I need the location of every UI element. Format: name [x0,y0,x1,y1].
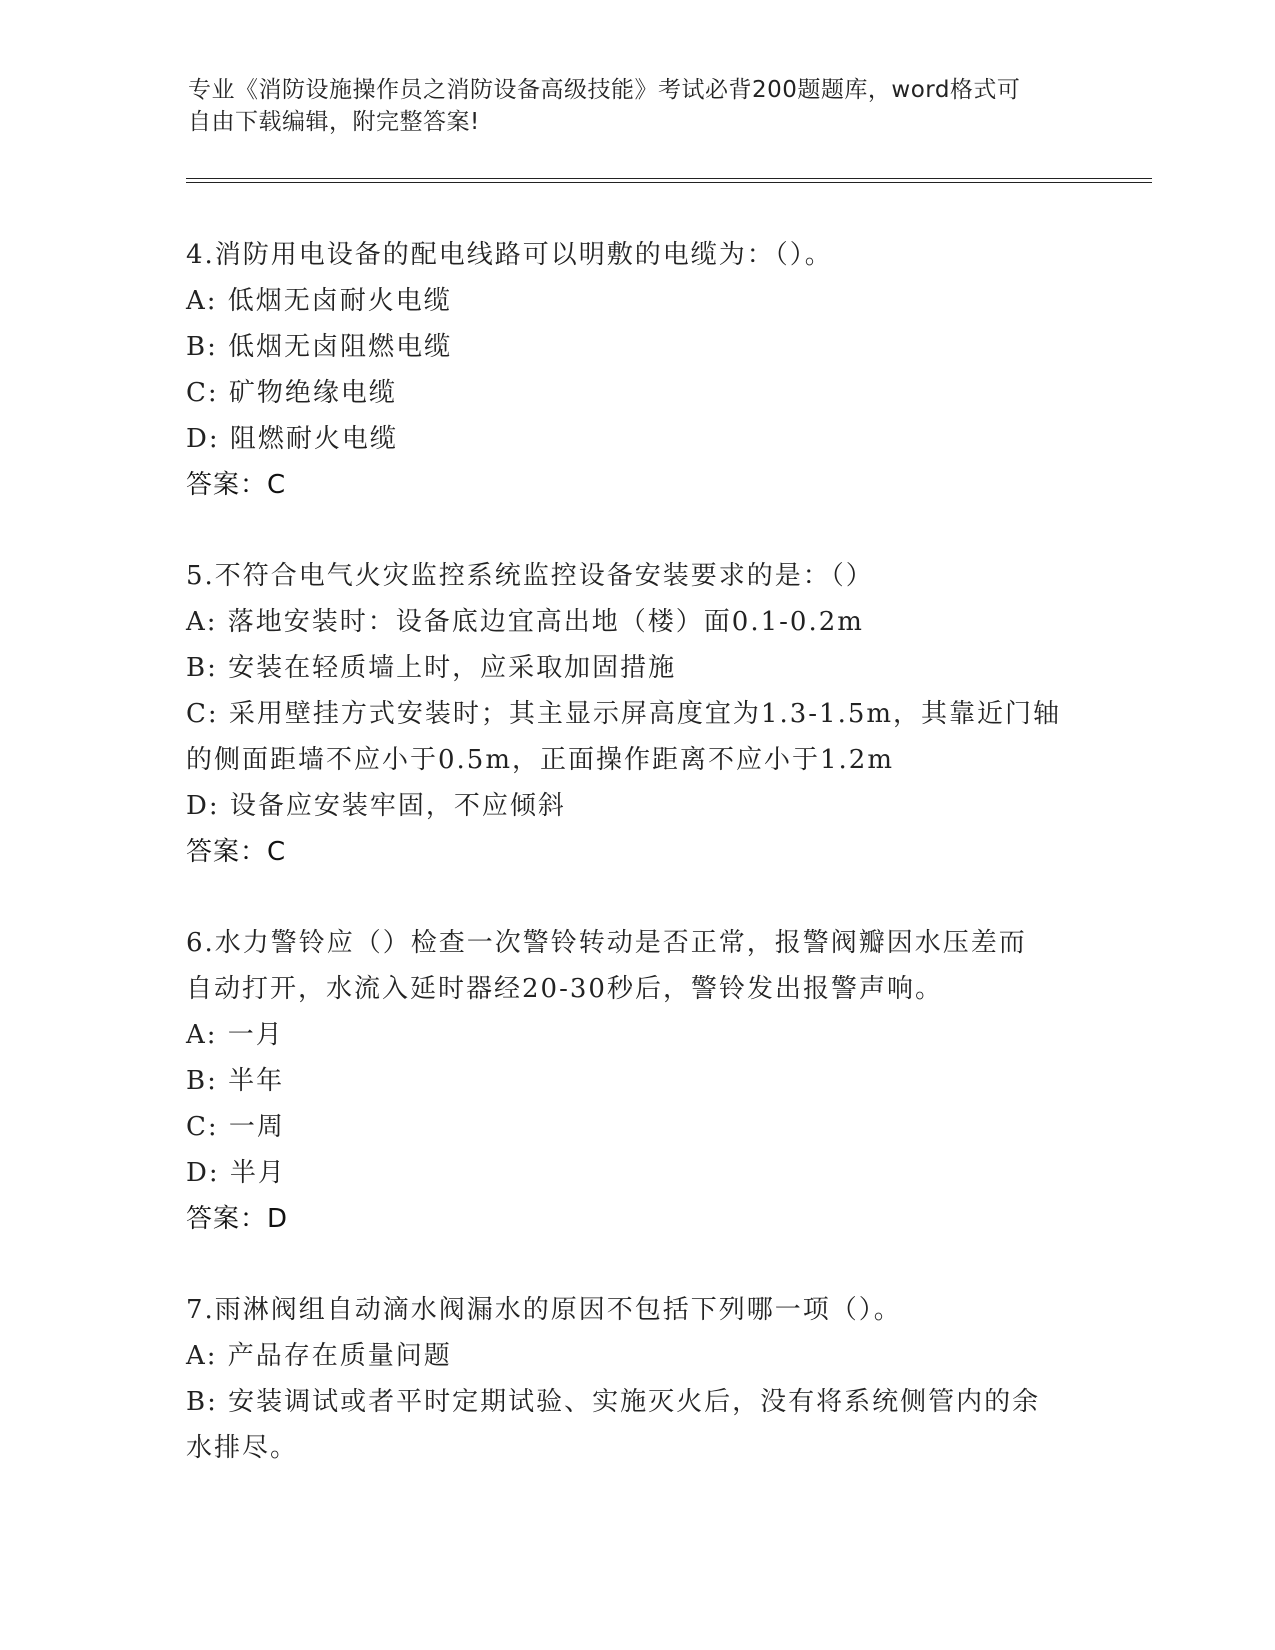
option-line: D: 阻燃耐火电缆 [186,424,398,454]
option-line: B: 半年 [186,1066,285,1096]
question-block [186,920,1086,1242]
header-line-1: 专业《消防设施操作员之消防设备高级技能》考试必背200题题库，word格式可 [188,77,1021,103]
option-line: A: 落地安装时：设备底边宜高出地（楼）面0.1-0.2m [186,607,864,637]
question-block [186,1287,1086,1471]
header-divider [186,178,1152,183]
question-list [186,232,1086,1516]
option-line: C: 矿物绝缘电缆 [186,378,397,408]
option-line: B: 安装调试或者平时定期试验、实施灭火后，没有将系统侧管内的余 [186,1387,1041,1417]
header-line-2: 自由下载编辑，附完整答案! [188,109,480,135]
question-stem-line: 7.雨淋阀组自动滴水阀漏水的原因不包括下列哪一项（）。 [186,1295,902,1325]
option-line: A: 产品存在质量问题 [186,1341,452,1371]
question-stem-line: 5.不符合电气火灾监控系统监控设备安装要求的是：（） [186,561,874,591]
question-block [186,553,1086,875]
question-stem-line: 6.水力警铃应（）检查一次警铃转动是否正常，报警阀瓣因水压差而 [186,928,1027,958]
answer-line: 答案：D [186,1204,289,1234]
option-line: A: 一月 [186,1020,284,1050]
document-header [188,74,1068,138]
question-block [186,232,1086,508]
question-stem-line: 4.消防用电设备的配电线路可以明敷的电缆为：（）。 [186,240,833,270]
answer-line: 答案：C [186,470,287,500]
option-line: D: 半月 [186,1158,286,1188]
option-line: 水排尽。 [186,1433,299,1463]
option-line: B: 安装在轻质墙上时，应采取加固措施 [186,653,677,683]
option-line: C: 一周 [186,1112,285,1142]
option-line: A: 低烟无卤耐火电缆 [186,286,452,316]
option-line: 的侧面距墙不应小于0.5m，正面操作距离不应小于1.2m [186,745,895,775]
question-stem-line: 自动打开，水流入延时器经20-30秒后，警铃发出报警声响。 [186,974,943,1004]
answer-line: 答案：C [186,837,287,867]
option-line: D: 设备应安装牢固，不应倾斜 [186,791,566,821]
option-line: C: 采用壁挂方式安装时；其主显示屏高度宜为1.3-1.5m，其靠近门轴 [186,699,1062,729]
option-line: B: 低烟无卤阻燃电缆 [186,332,453,362]
